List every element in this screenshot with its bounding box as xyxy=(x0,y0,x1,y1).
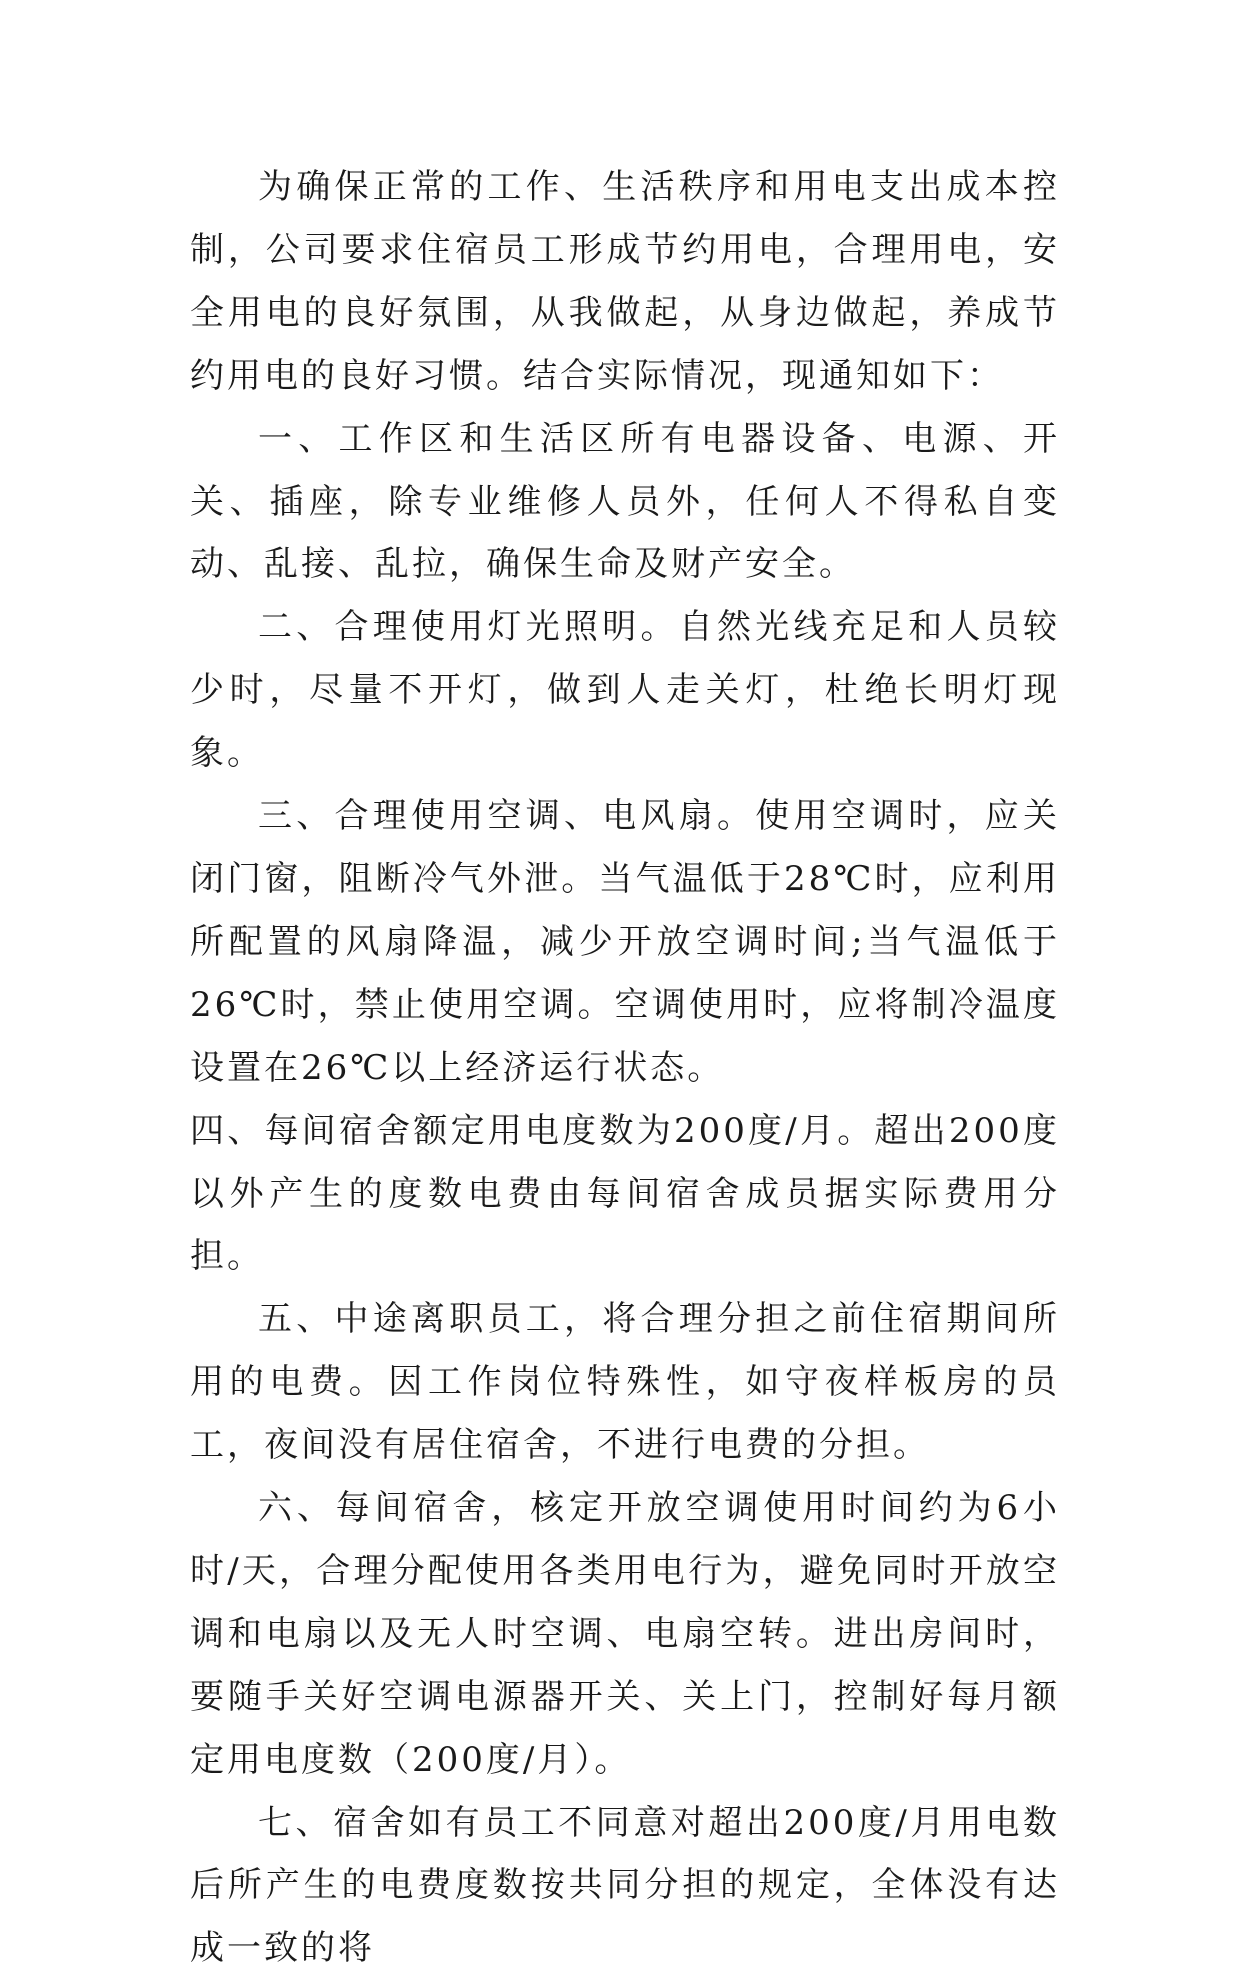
rule-4-paragraph: 四、每间宿舍额定用电度数为200度/月。超出200度以外产生的度数电费由每间宿舍成员据实际费用分担。 xyxy=(190,1110,1060,1277)
rule-2-paragraph: 二、合理使用灯光照明。自然光线充足和人员较少时，尽量不开灯，做到人走关灯，杜绝长明灯现象。 xyxy=(190,607,1060,774)
intro-paragraph: 为确保正常的工作、生活秩序和用电支出成本控制，公司要求住宿员工形成节约用电，合理用电，安全用电的良好氛围，从我做起，从身边做起，养成节约用电的良好习惯。结合实际情况，现通知如下： xyxy=(190,167,1060,396)
rule-5-paragraph: 五、中途离职员工，将合理分担之前住宿期间所用的电费。因工作岗位特殊性，如守夜样板房的员工，夜间没有居住宿舍，不进行电费的分担。 xyxy=(190,1299,1060,1466)
rule-6-paragraph: 六、每间宿舍，核定开放空调使用时间约为6小时/天，合理分配使用各类用电行为，避免同时开放空调和电扇以及无人时空调、电扇空转。进出房间时，要随手关好空调电源器开关、关上门，控制好每月额定用电度数（200度/月）。 xyxy=(190,1488,1060,1780)
rule-1-paragraph: 一、工作区和生活区所有电器设备、电源、开关、插座，除专业维修人员外，任何人不得私自变动、乱接、乱拉，确保生命及财产安全。 xyxy=(190,418,1060,585)
notice-body xyxy=(190,156,1060,1980)
rule-7-paragraph: 七、宿舍如有员工不同意对超出200度/月用电数后所产生的电费度数按共同分担的规定，全体没有达成一致的将 xyxy=(190,1802,1060,1969)
rule-3-paragraph: 三、合理使用空调、电风扇。使用空调时，应关闭门窗，阻断冷气外泄。当气温低于28℃时，应利用所配置的风扇降温，减少开放空调时间;当气温低于26℃时，禁止使用空调。空调使用时，应将制冷温度设置在26℃以上经济运行状态。 xyxy=(190,796,1060,1088)
